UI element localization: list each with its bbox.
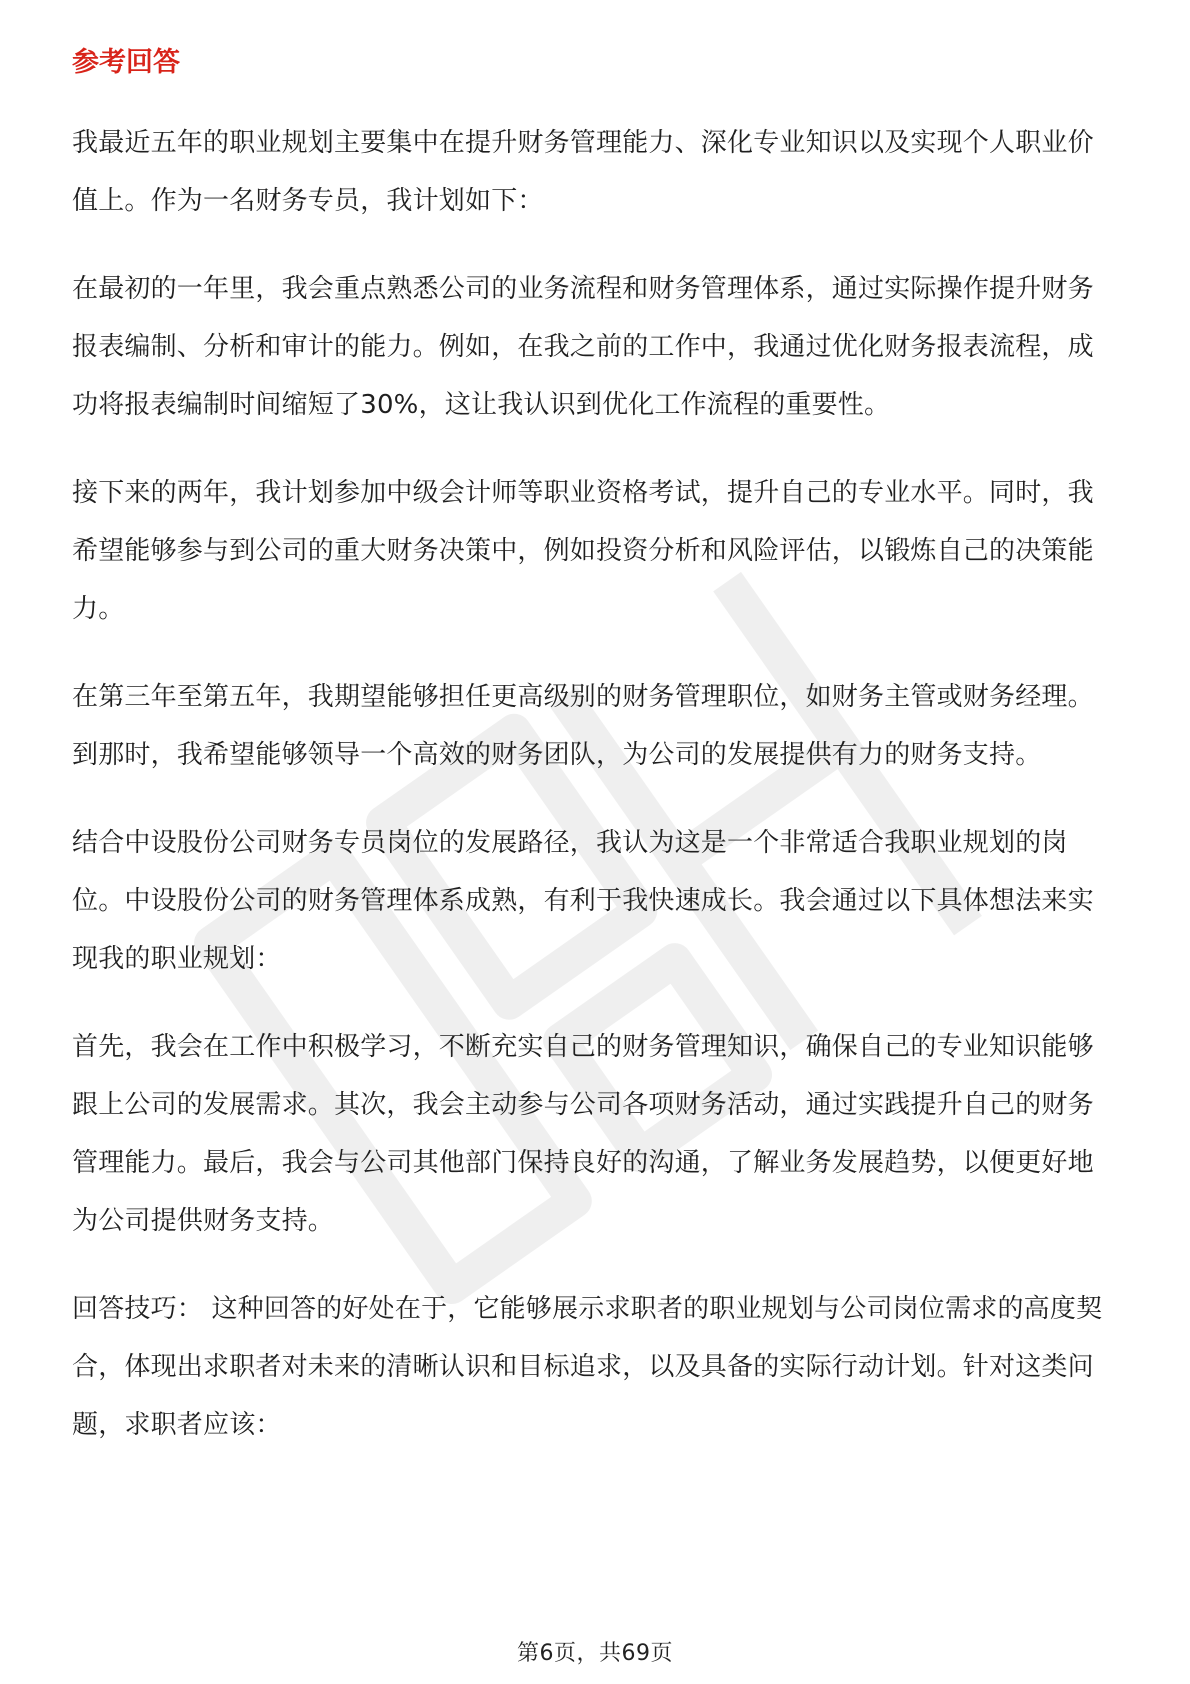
paragraph-3: 接下来的两年，我计划参加中级会计师等职业资格考试，提升自己的专业水平。同时，我希望能够参与到公司的重大财务决策中，例如投资分析和风险评估，以锻炼自己的决策能力。: [72, 477, 1094, 624]
page-footer: 第6页，共69页: [517, 1641, 673, 1666]
document-body: [72, 46, 1118, 1484]
paragraph-1: 我最近五年的职业规划主要集中在提升财务管理能力、深化专业知识以及实现个人职业价值上。作为一名财务专员，我计划如下：: [72, 127, 1094, 216]
paragraph-6: 首先，我会在工作中积极学习，不断充实自己的财务管理知识，确保自己的专业知识能够跟上公司的发展需求。其次，我会主动参与公司各项财务活动，通过实践提升自己的财务管理能力。最后，我会与公司其他部门保持良好的沟通，了解业务发展趋势，以便更好地为公司提供财务支持。: [72, 1031, 1094, 1236]
answer-tips-paragraph: 回答技巧： 这种回答的好处在于，它能够展示求职者的职业规划与公司岗位需求的高度契合，体现出求职者对未来的清晰认识和目标追求，以及具备的实际行动计划。针对这类问题，求职者应该：: [72, 1293, 1103, 1440]
paragraph-5: 结合中设股份公司财务专员岗位的发展路径，我认为这是一个非常适合我职业规划的岗位。中设股份公司的财务管理体系成熟，有利于我快速成长。我会通过以下具体想法来实现我的职业规划：: [72, 827, 1094, 974]
paragraph-2: 在最初的一年里，我会重点熟悉公司的业务流程和财务管理体系，通过实际操作提升财务报表编制、分析和审计的能力。例如，在我之前的工作中，我通过优化财务报表流程，成功将报表编制时间缩短了30%，这让我认识到优化工作流程的重要性。: [72, 273, 1094, 420]
paragraph-4: 在第三年至第五年，我期望能够担任更高级别的财务管理职位，如财务主管或财务经理。到那时，我希望能够领导一个高效的财务团队，为公司的发展提供有力的财务支持。: [72, 681, 1094, 770]
section-title: 参考回答: [72, 47, 180, 78]
